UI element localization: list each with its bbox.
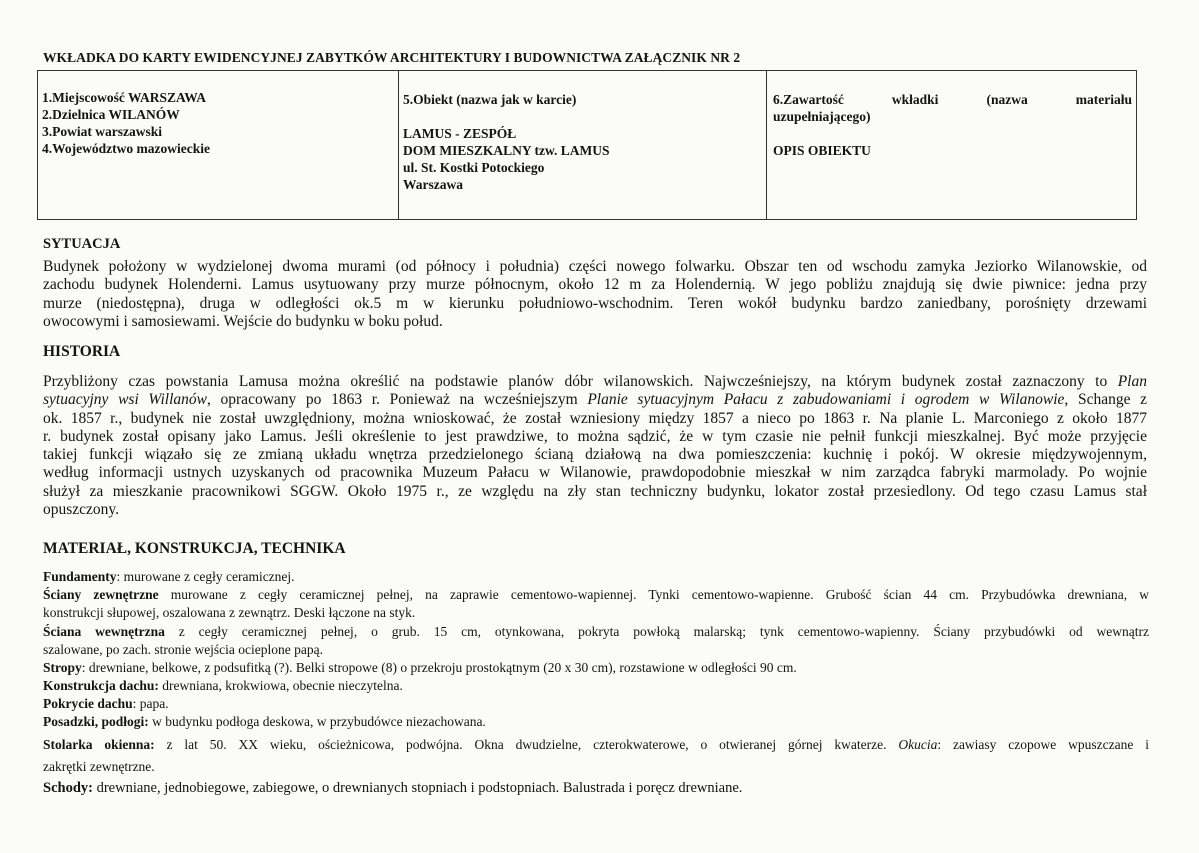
- object-complex: LAMUS - ZESPÓŁ: [403, 126, 517, 141]
- plan-title-italic: Plan: [1117, 373, 1147, 390]
- sytuacja-line: zachodu budynek Holenderni. Lamus usytuowany przy murze północnym, około 12 m za Holendernią. W jego pobliżu znajdują się dwie piwnice: jedna przy: [43, 276, 1147, 294]
- object-cell: [399, 71, 767, 219]
- district: 2.Dzielnica WILANÓW: [42, 107, 180, 122]
- sytuacja-paragraph: [43, 258, 1147, 331]
- county: 3.Powiat warszawski: [42, 124, 162, 139]
- stropy-entry: Stropy: drewniane, belkowe, z podsufitką (?). Belki stropowe (8) o przekroju prostokątnym (20 x 30 cm), rozstawione w odległości 90 cm.: [43, 660, 797, 675]
- posadzki-entry: Posadzki, podłogi: w budynku podłoga deskowa, w przybudówce niezachowana.: [43, 714, 486, 729]
- sytuacja-line: Budynek położony w wydzielonej dwoma murami (od północy i południa) części nowego folwarku. Obszar ten od wschodu zamyka Jeziorko Wilanowskie, od: [43, 258, 1147, 275]
- historia-heading: HISTORIA: [43, 343, 121, 360]
- fundamenty-entry: Fundamenty: murowane z cegły ceramicznej.: [43, 569, 295, 584]
- object-name: DOM MIESZKALNY tzw. LAMUS: [403, 143, 610, 158]
- historia-line: Przybliżony czas powstania Lamusa można określić na podstawie planów dóbr wilanowskich. Najwcześniejszy, na którym budynek został zaznaczony to Plan: [43, 373, 1147, 390]
- insert-content-value: OPIS OBIEKTU: [773, 143, 871, 158]
- okucia-label: Okucia: [898, 737, 938, 752]
- sytuacja-line: murze (niedostępna), druga w odległości ok.5 m w kierunku południowo-wschodnim. Teren wokół budynku bardzo zaniedbany, porośnięty drzewami: [43, 294, 1147, 312]
- historia-line: według informacji ustnych uzyskanych od pracownika Muzeum Pałacu w Wilanowie, prawdopodobnie mieszkał w nim zarządca fabryki marmolady. Po wojnie: [43, 464, 1147, 482]
- konstrukcja-dachu-entry: Konstrukcja dachu: drewniana, krokwiowa, obecnie nieczytelna.: [43, 678, 403, 693]
- plan-title-italic: sytuacyjny wsi Willanów: [43, 391, 207, 409]
- voivodeship: 4.Województwo mazowieckie: [42, 141, 210, 156]
- stolarka-entry: Stolarka okienna: z lat 50. XX wieku, ościeżnicowa, podwójna. Okna dwudzielne, czterokwaterowe, o otwieranej górnej kwaterze. Okucia: zawiasy czopowe wpuszczane i: [43, 737, 1149, 752]
- insert-content-label-cont: uzupełniającego): [773, 109, 871, 124]
- historia-line: opuszczony.: [43, 501, 120, 519]
- historia-line: służył za mieszkanie pracownikowi SGGW. Około 1975 r., ze względu na zły stan techniczny budynku, lokator został przesiedlony. Od tego czasu Lamus stał: [43, 482, 1147, 500]
- location-cell: [38, 71, 399, 219]
- locality: 1.Miejscowość WARSZAWA: [42, 90, 206, 105]
- stolarka-cont: zakrętki zewnętrzne.: [43, 759, 155, 774]
- object-label: 5.Obiekt (nazwa jak w karcie): [403, 92, 577, 107]
- document-title: WKŁADKA DO KARTY EWIDENCYJNEJ ZABYTKÓW ARCHITEKTURY I BUDOWNICTWA ZAŁĄCZNIK NR 2: [43, 50, 741, 65]
- insert-content-cell: [767, 71, 1136, 219]
- header-table: [37, 70, 1137, 220]
- plan-title-italic: Planie sytuacyjnym Pałacu z zabudowaniami i ogrodem w Wilanowie: [587, 391, 1065, 409]
- sytuacja-heading: SYTUACJA: [43, 236, 121, 252]
- historia-paragraph: [43, 373, 1147, 519]
- object-street: ul. St. Kostki Potockiego: [403, 160, 545, 175]
- historia-line: r. budynek został opisany jako Lamus. Jeśli określenie to jest prawdziwe, to można sądzić, że w tym czasie nie pełnił funkcji mieszkalnej. Być może przyjęcie: [43, 427, 1147, 445]
- historia-line: takiej funkcji wiązało się ze zmianą układu wnętrza przedzielonego ścianą działową na dwa pomieszczenia: kuchnię i pokój. W okresie międzywojennym,: [43, 446, 1147, 464]
- pokrycie-dachu-entry: Pokrycie dachu: papa.: [43, 696, 169, 711]
- object-city: Warszawa: [403, 177, 463, 192]
- sytuacja-line: owocowymi i samosiewami. Wejście do budynku w boku połud.: [43, 312, 443, 330]
- insert-content-label: 6.Zawartość wkładki (nazwa materiału: [773, 92, 1132, 107]
- material-heading: MATERIAŁ, KONSTRUKCJA, TECHNIKA: [43, 540, 346, 557]
- sciany-zewnetrzne-entry: Ściany zewnętrzne murowane z cegły ceramicznej pełnej, na zaprawie cementowo-wapiennej. Tynki cementowo-wapienne. Grubość ścian 44 cm. Przybudówka drewniana, w: [43, 587, 1149, 602]
- sciana-wewnetrzna-entry: Ściana wewnętrzna z cegły ceramicznej pełnej, o grub. 15 cm, otynkowana, pokryta powłoką malarską; tynk cementowo-wapienny. Ściany przybudówki od wewnątrz: [43, 624, 1149, 639]
- historia-line: ok. 1857 r., budynek nie został uwzględniony, można wnioskować, że został wzniesiony między 1857 a nieco po 1863 r. Na planie L. Marconiego z około 1877: [43, 409, 1147, 427]
- historia-line: sytuacyjny wsi Willanów, opracowany po 1863 r. Ponieważ na wcześniejszym Planie sytuacyjnym Pałacu z zabudowaniami i ogrodem w Wilanowie, Schange z: [43, 391, 1148, 409]
- sciana-wewnetrzna-cont: szalowane, po zach. stronie wejścia ocieplone papą.: [43, 642, 324, 657]
- schody-entry: Schody: drewniane, jednobiegowe, zabiegowe, o drewnianych stopniach i podstopniach. Balustrada i poręcz drewniane.: [43, 780, 743, 796]
- sciany-zewnetrzne-cont: konstrukcji słupowej, oszalowana z zewnątrz. Deski łączone na styk.: [43, 605, 416, 620]
